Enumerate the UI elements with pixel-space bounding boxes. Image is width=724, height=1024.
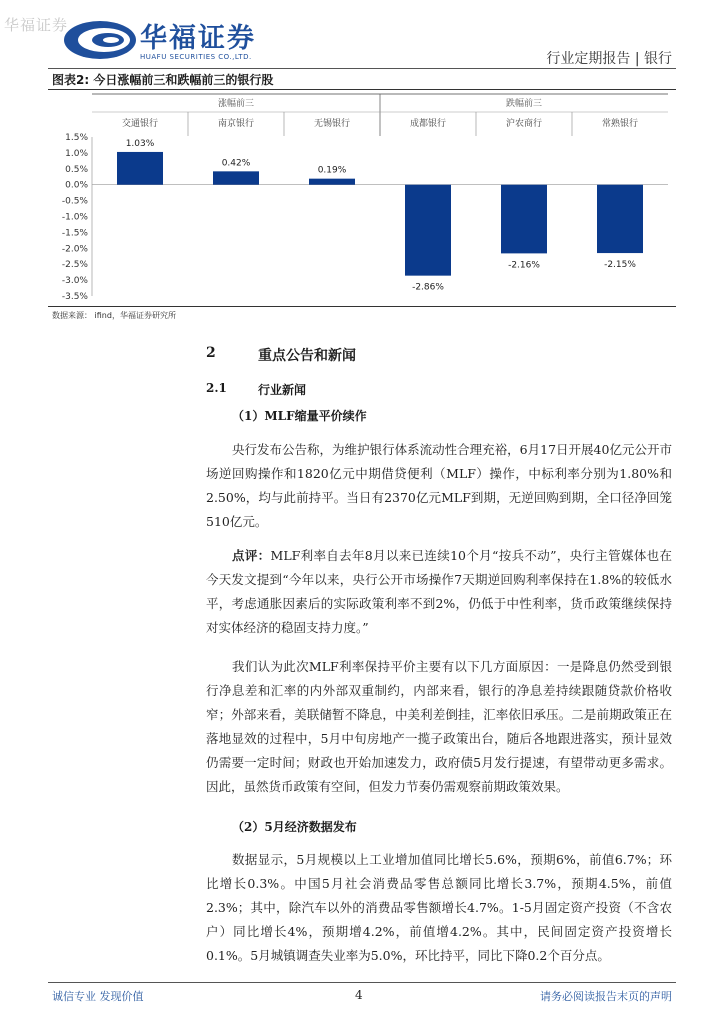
group-label: 涨幅前三	[217, 99, 255, 109]
data-label: 0.19%	[317, 165, 347, 176]
y-tick-label: -1.0%	[61, 212, 88, 223]
y-tick-label: -2.0%	[61, 244, 88, 255]
subsection-number: 2.1	[206, 381, 227, 395]
y-tick-label: -2.5%	[61, 260, 88, 271]
chart-bars	[117, 152, 643, 276]
y-tick-label: 1.5%	[65, 133, 88, 143]
y-tick-label: 0.0%	[65, 180, 88, 191]
news-item-1-paragraph: 央行发布公告称，为维护银行体系流动性合理充裕，6月17日开展40亿元公开市场逆回购操作和1820亿元中期借贷便利（MLF）操作，中标利率分别为1.80%和2.50%，均与此前持平。当日有2370亿元MLF到期，无逆回购到期，全口径净回笼510亿元。	[206, 442, 672, 529]
watermark-text: 华福证券	[4, 16, 69, 34]
y-tick-label: -3.0%	[61, 276, 88, 287]
header-divider	[48, 68, 676, 69]
comment-paragraph	[206, 544, 672, 640]
figure-source: 数据来源： ifind，华福证券研究所	[52, 311, 176, 320]
report-type: 行业定期报告 | 银行	[546, 51, 672, 67]
page-number: 4	[355, 988, 363, 1002]
category-label: 交通银行	[121, 119, 159, 129]
figure-title: 图表2: 今日涨幅前三和跌幅前三的银行股	[52, 73, 274, 87]
footer-slogan: 诚信专业 发现价值	[52, 990, 144, 1003]
news-item-2-heading: （2）5月经济数据发布	[232, 820, 357, 834]
group-label: 跌幅前三	[505, 99, 543, 109]
data-label: -2.16%	[508, 260, 540, 271]
bank-stock-bar-chart	[48, 92, 676, 304]
y-tick-label: -3.5%	[61, 292, 88, 302]
logo-text: 华福证券	[140, 23, 256, 54]
logo-english-text: HUAFU SECURITIES CO.,LTD.	[140, 53, 252, 61]
comment-label: 点评：	[232, 548, 271, 563]
category-label: 沪农商行	[505, 119, 543, 129]
bar-沪农商行	[501, 185, 547, 254]
comment-text: MLF利率自去年8月以来已连续10个月“按兵不动”，央行主管媒体也在今天发文提到“今年以来，央行公开市场操作7天期逆回购利率保持在1.8%的较低水平，考虑通胀因素后的实际政策利率不到2%，仍低于中性利率，货币政策继续保持对实体经济的稳固支持力度。”	[206, 548, 672, 635]
category-label: 成都银行	[409, 119, 447, 129]
figure-top-divider	[48, 89, 676, 90]
y-tick-label: -0.5%	[61, 196, 88, 207]
bar-无锡银行	[309, 179, 355, 185]
category-label: 常熟银行	[601, 119, 639, 129]
data-label: -2.86%	[412, 282, 444, 293]
y-tick-label: -1.5%	[61, 228, 88, 239]
figure-bottom-divider	[48, 306, 676, 307]
bar-成都银行	[405, 185, 451, 276]
y-tick-label: 1.0%	[65, 148, 88, 159]
footer-disclaimer: 请务必阅读报告末页的声明	[540, 990, 672, 1003]
data-label: 1.03%	[125, 138, 155, 149]
category-label: 南京银行	[217, 119, 255, 129]
footer-divider	[48, 982, 676, 983]
category-label: 无锡银行	[313, 119, 351, 129]
y-tick-label: 0.5%	[65, 164, 88, 175]
data-label: -2.15%	[604, 260, 636, 271]
data-label: 0.42%	[221, 158, 251, 169]
section-number: 2	[206, 345, 216, 361]
news-item-2-paragraph: 数据显示，5月规模以上工业增加值同比增长5.6%，预期6%，前值6.7%；环比增长0.3%。中国5月社会消费品零售总额同比增长3.7%，预期4.5%，前值2.3%；其中，除汽车以外的消费品零售额增长4.7%。1-5月固定资产投资（不含农户）同比增长4%，预期增4.2%，前值增4.2%。其中，民间固定资产投资增长0.1%。5月城镇调查失业率为5.0%，环比持平，同比下降0.2个百分点。	[206, 852, 672, 963]
analysis-paragraph: 我们认为此次MLF利率保持平价主要有以下几方面原因：一是降息仍然受到银行净息差和汇率的内外部双重制约，内部来看，银行的净息差持续跟随贷款价格收窄；外部来看，美联储暂不降息，中美利差倒挂，汇率依旧承压。二是前期政策正在落地显效的过程中，5月中旬房地产一揽子政策出台，随后各地跟进落实，预计显效仍需要一定时间；财政也开始加速发力，政府债5月发行提速，有望带动更多需求。因此，虽然货币政策有空间，但发力节奏仍需观察前期政策效果。	[206, 659, 672, 794]
bar-常熟银行	[597, 185, 643, 253]
section-title: 重点公告和新闻	[258, 348, 356, 364]
bar-交通银行	[117, 152, 163, 185]
chart-data-labels	[126, 139, 637, 293]
news-item-1-heading: （1）MLF缩量平价续作	[232, 409, 367, 423]
chart-group-dividers	[92, 94, 668, 136]
bar-南京银行	[213, 171, 259, 184]
subsection-title: 行业新闻	[258, 383, 307, 397]
